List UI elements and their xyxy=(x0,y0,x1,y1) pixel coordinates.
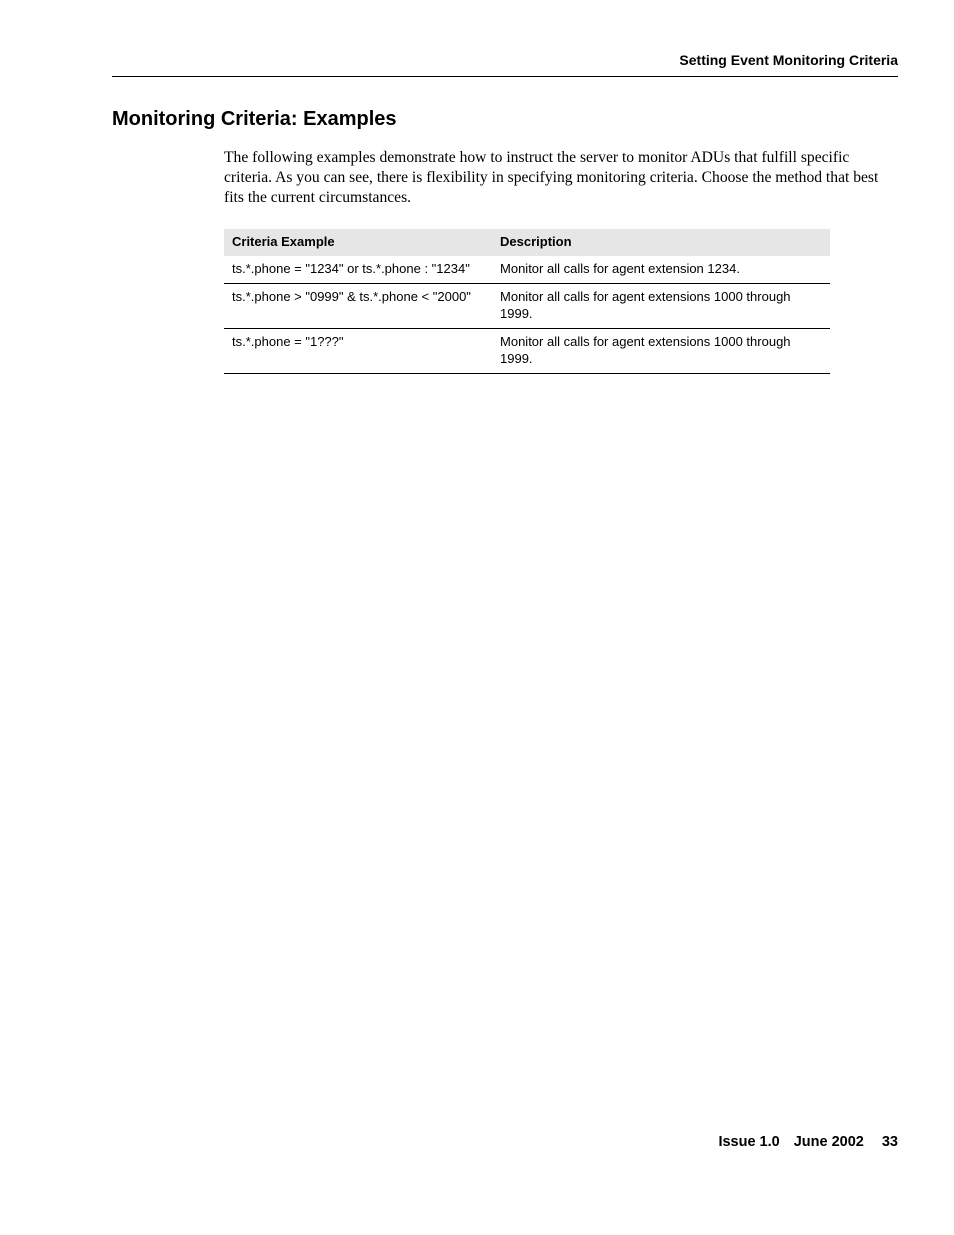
criteria-cell: ts.*.phone > "0999" & ts.*.phone < "2000" xyxy=(224,284,492,329)
running-header: Setting Event Monitoring Criteria xyxy=(679,52,898,68)
table-row xyxy=(224,284,830,329)
column-header-description: Description xyxy=(492,229,830,256)
footer-date: June 2002 xyxy=(793,1134,864,1150)
footer-page-number: 33 xyxy=(881,1134,898,1150)
table-header-row xyxy=(224,229,830,256)
criteria-cell: ts.*.phone = "1???" xyxy=(224,329,492,374)
table-row xyxy=(224,329,830,374)
criteria-cell: ts.*.phone = "1234" or ts.*.phone : "1234" xyxy=(224,256,492,284)
intro-paragraph: The following examples demonstrate how to instruct the server to monitor ADUs that fulfill specific criteria. As you can see, there is flexibility in specifying monitoring criteria. Choose the method that best fits the current circumstances. xyxy=(224,149,879,206)
description-cell: Monitor all calls for agent extensions 1000 through 1999. xyxy=(492,284,830,329)
criteria-examples-table xyxy=(224,229,830,374)
page-title: Monitoring Criteria: Examples xyxy=(112,108,397,130)
description-cell: Monitor all calls for agent extensions 1000 through 1999. xyxy=(492,329,830,374)
header-rule xyxy=(112,76,898,77)
table-row xyxy=(224,256,830,284)
column-header-criteria-example: Criteria Example xyxy=(224,229,492,256)
running-footer xyxy=(112,1133,898,1151)
description-cell: Monitor all calls for agent extension 1234. xyxy=(492,256,830,284)
footer-issue: Issue 1.0 xyxy=(718,1134,780,1150)
